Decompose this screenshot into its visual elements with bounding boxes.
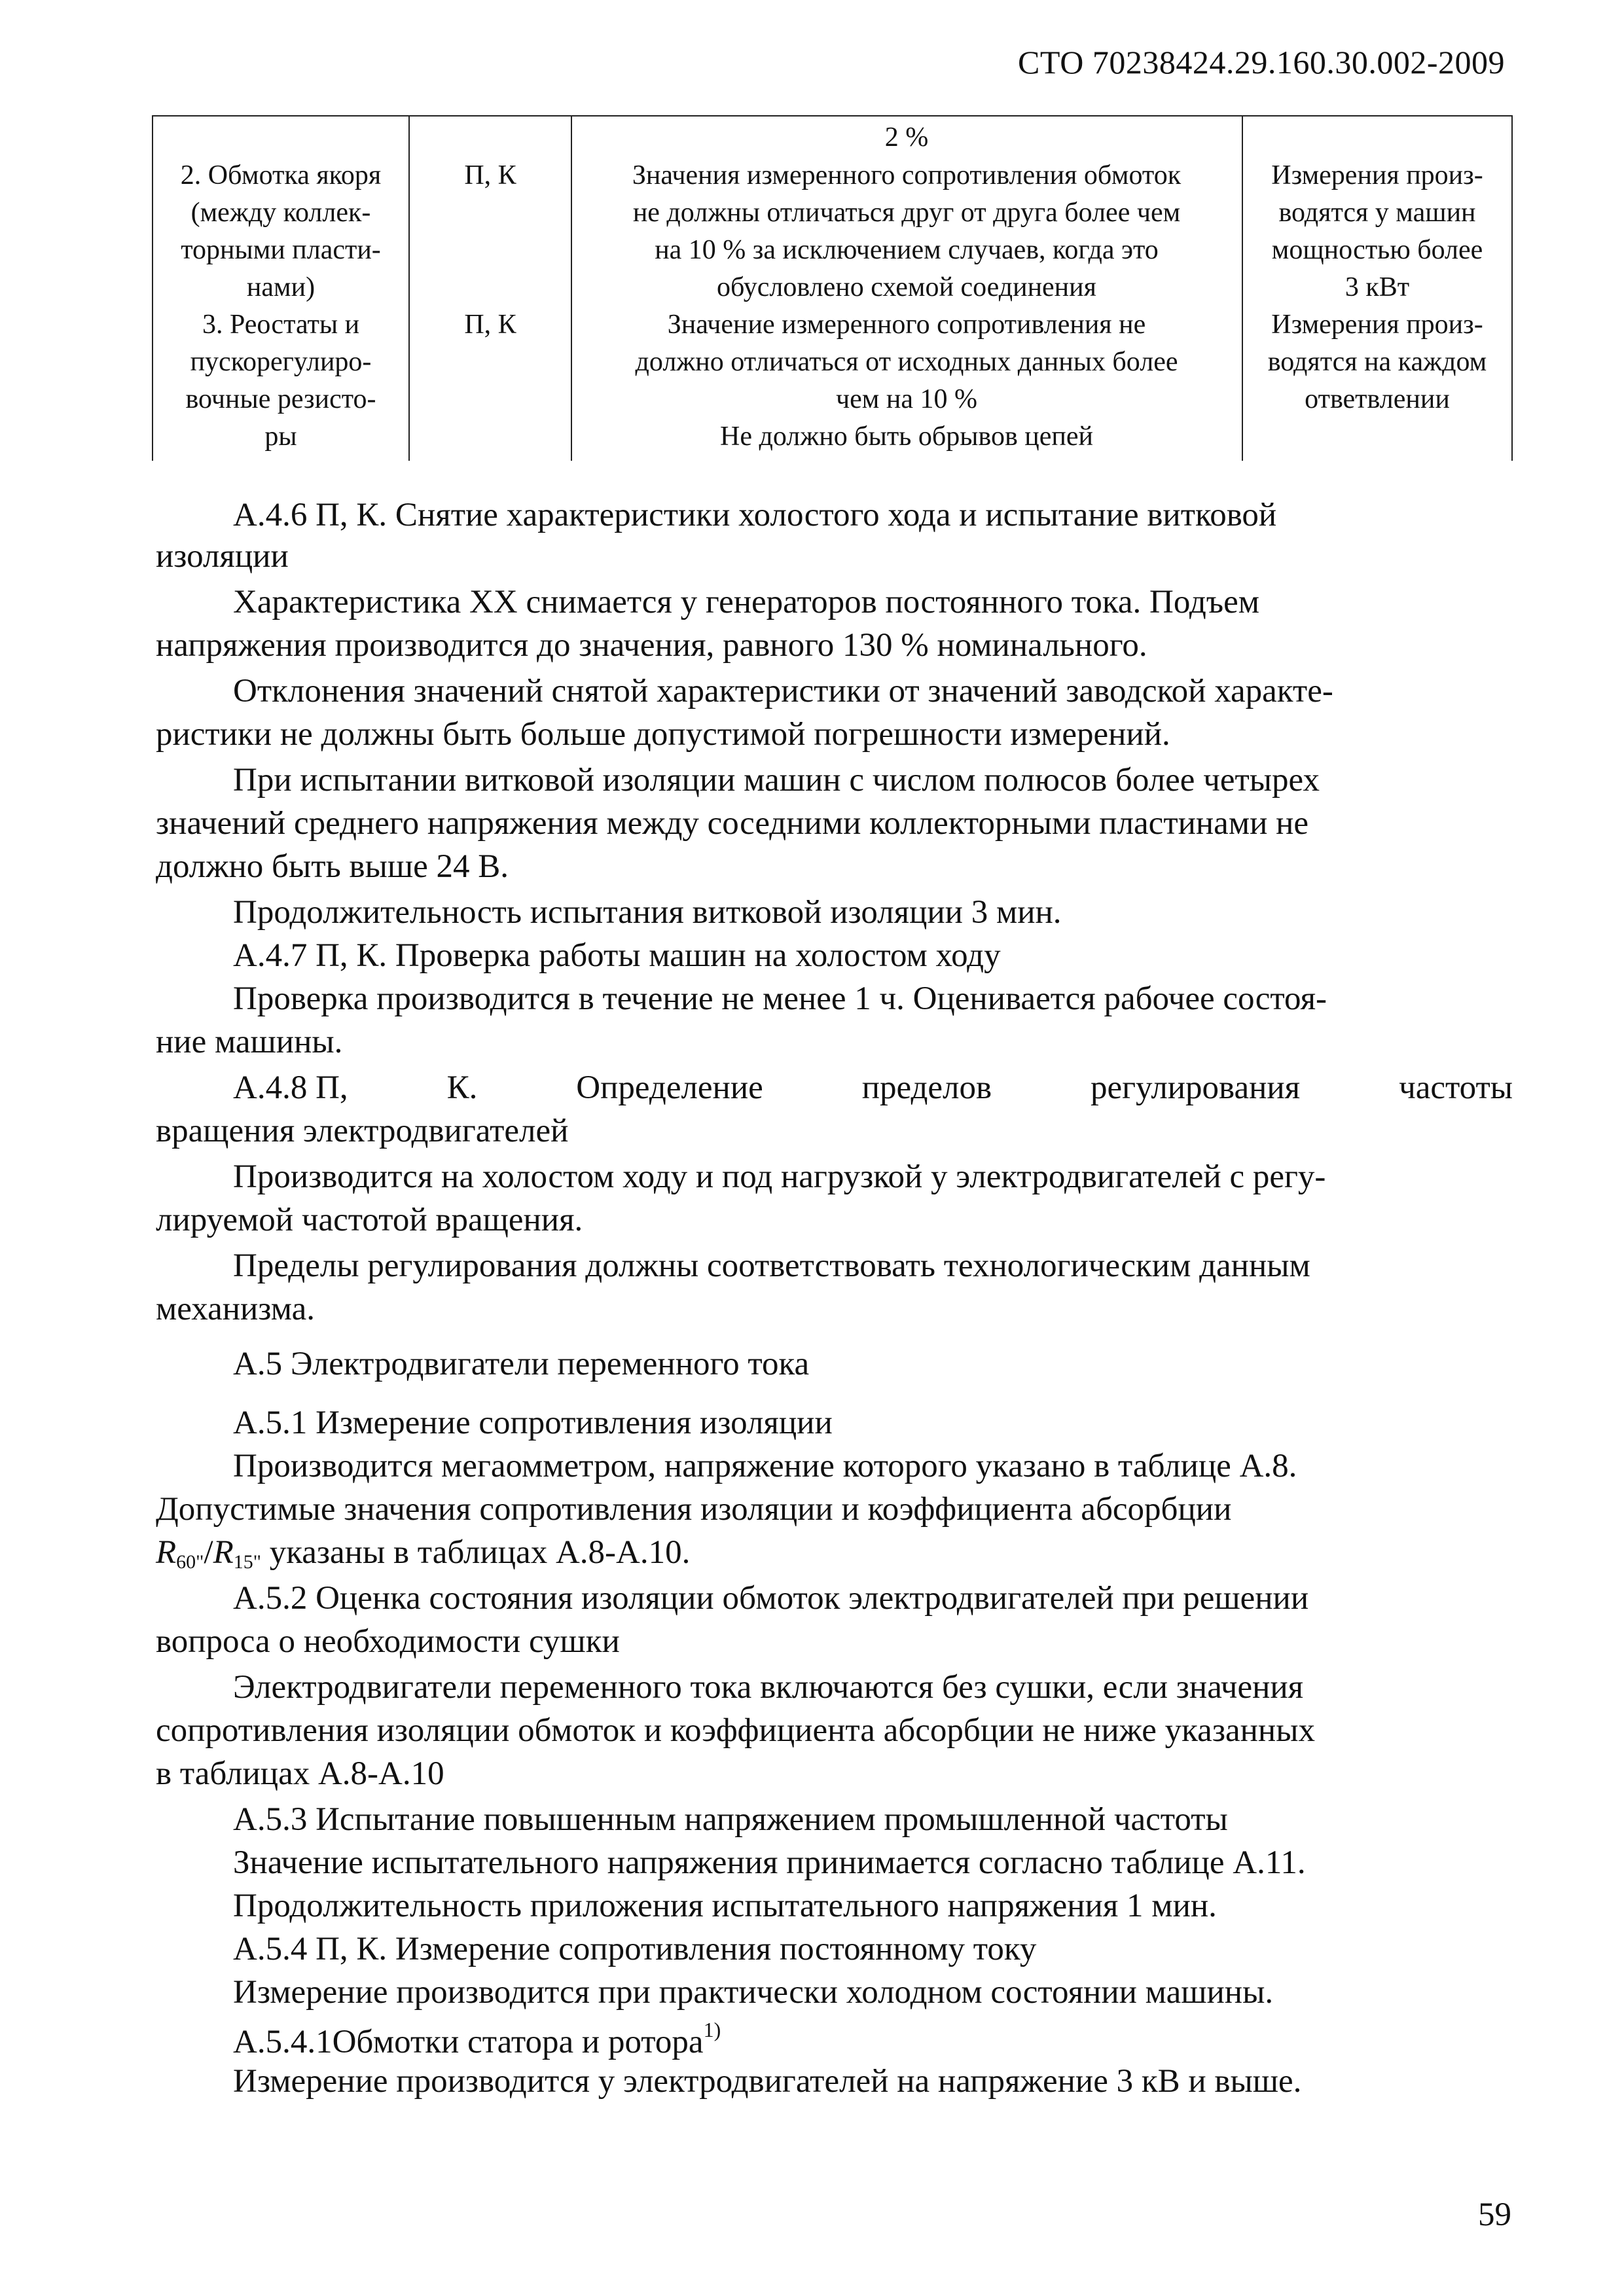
paragraph-line: Отклонения значений снятой характеристики от значений заводской характе- <box>233 673 1333 709</box>
paragraph-line: ние машины. <box>156 1024 343 1060</box>
paragraph-line: сопротивления изоляции обмоток и коэффициента абсорбции не ниже указанных <box>156 1712 1315 1749</box>
formula-line <box>156 1536 690 1572</box>
formula-subscript: 15" <box>233 1551 261 1573</box>
paragraph-line: вращения электродвигателей <box>156 1113 569 1149</box>
section-heading-a52: А.5.2 Оценка состояния изоляции обмоток электродвигателей при решении <box>233 1580 1309 1617</box>
paragraph-line: напряжения производится до значения, равного 130 % номинального. <box>156 627 1147 664</box>
formula-symbol: R <box>156 1534 177 1571</box>
paragraph-line: Измерение производится у электродвигателей на напряжение 3 кВ и выше. <box>233 2063 1302 2100</box>
table-cell-note: Измерения произ- водятся на каждом ответвлении <box>1267 310 1487 414</box>
section-heading-a5: А.5 Электродвигатели переменного тока <box>233 1346 810 1382</box>
paragraph-line: механизма. <box>156 1291 316 1327</box>
section-heading-a541: А.5.4.1Обмотки статора и ротора$^{1)}$ <box>233 2018 721 2060</box>
document-code: СТО 70238424.29.160.30.002-2009 <box>1018 44 1505 81</box>
paragraph-line: лируемой частотой вращения. <box>156 1202 583 1238</box>
paragraph-line: Проверка производится в течение не менее 1 ч. Оценивается рабочее состоя- <box>233 980 1327 1017</box>
table-cell-test-type: П, К <box>464 160 516 190</box>
paragraph-line: значений среднего напряжения между соседними коллекторными пластинами не <box>156 805 1309 842</box>
formula-separator: / <box>204 1534 213 1571</box>
paragraph-line: ристики не должны быть больше допустимой погрешности измерений. <box>156 716 1170 753</box>
table-cell-test-type: П, К <box>464 310 516 340</box>
page-number: 59 <box>1478 2197 1511 2233</box>
paragraph-line: вопроса о необходимости сушки <box>156 1623 620 1660</box>
footnote-marker: 1) <box>703 2018 721 2041</box>
section-heading-a54: А.5.4 П, К. Измерение сопротивления постоянному току <box>233 1931 1037 1967</box>
paragraph-line: Продолжительность испытания витковой изоляции 3 мин. <box>233 894 1062 931</box>
paragraph-line: Измерение производится при практически холодном состоянии машины. <box>233 1974 1274 2011</box>
paragraph-line: Допустимые значения сопротивления изоляции и коэффициента абсорбции <box>156 1491 1232 1528</box>
paragraph-line: Продолжительность приложения испытательного напряжения 1 мин. <box>233 1888 1217 1924</box>
section-heading-a46: А.4.6 П, К. Снятие характеристики холостого хода и испытание витковой <box>233 497 1277 533</box>
paragraph-line: Характеристика ХХ снимается у генераторов постоянного тока. Подъем <box>233 584 1260 620</box>
section-heading-a47: А.4.7 П, К. Проверка работы машин на холостом ходу <box>233 937 1001 974</box>
formula-subscript: 60" <box>176 1551 204 1573</box>
section-heading-a48: А.4.8 П, К. Определение пределов регулирования частоты <box>233 1069 1513 1106</box>
paragraph-line: в таблицах А.8-А.10 <box>156 1755 444 1792</box>
paragraph-line: Производится мегаомметром, напряжение которого указано в таблице А.8. <box>233 1448 1297 1484</box>
table-cell-element: 2. Обмотка якоря (между коллек- торными пласти- нами) <box>180 160 382 302</box>
table-border <box>1511 117 1513 461</box>
section-heading-a51: А.5.1 Измерение сопротивления изоляции <box>233 1405 833 1441</box>
paragraph-line: должно быть выше 24 В. <box>156 848 509 885</box>
table-cell-element: 3. Реостаты и пускорегулиро- вочные резисто- ры <box>185 310 376 452</box>
table-cell-note: Измерения произ- водятся у машин мощностью более 3 кВт <box>1271 160 1483 302</box>
paragraph-line: изоляции <box>156 538 289 575</box>
formula-text: указаны в таблицах А.8-А.10. <box>261 1534 691 1571</box>
paragraph-line: Значение испытательного напряжения принимается согласно таблице А.11. <box>233 1844 1306 1881</box>
paragraph-line: Электродвигатели переменного тока включаются без сушки, если значения <box>233 1669 1304 1706</box>
table-cell-norm: Значения измеренного сопротивления обмоток не должны отличаться друг от друга более чем на 10 % за исключением случаев, когда это обусловлено схемой соединения <box>632 160 1182 302</box>
table-cell-norm: Значение измеренного сопротивления не должно отличаться от исходных данных более чем на 10 % Не должно быть обрывов цепей <box>635 310 1178 452</box>
paragraph-line: Пределы регулирования должны соответствовать технологическим данным <box>233 1247 1310 1284</box>
formula-symbol: R <box>213 1534 234 1571</box>
paragraph-line: Производится на холостом ходу и под нагрузкой у электродвигателей с регу- <box>233 1158 1326 1195</box>
section-heading-a53: А.5.3 Испытание повышенным напряжением промышленной частоты <box>233 1801 1228 1838</box>
table-cell-continuation: 2 % <box>884 122 929 152</box>
paragraph-line: При испытании витковой изоляции машин с числом полюсов более четырех <box>233 762 1320 798</box>
test-table <box>152 115 1513 461</box>
